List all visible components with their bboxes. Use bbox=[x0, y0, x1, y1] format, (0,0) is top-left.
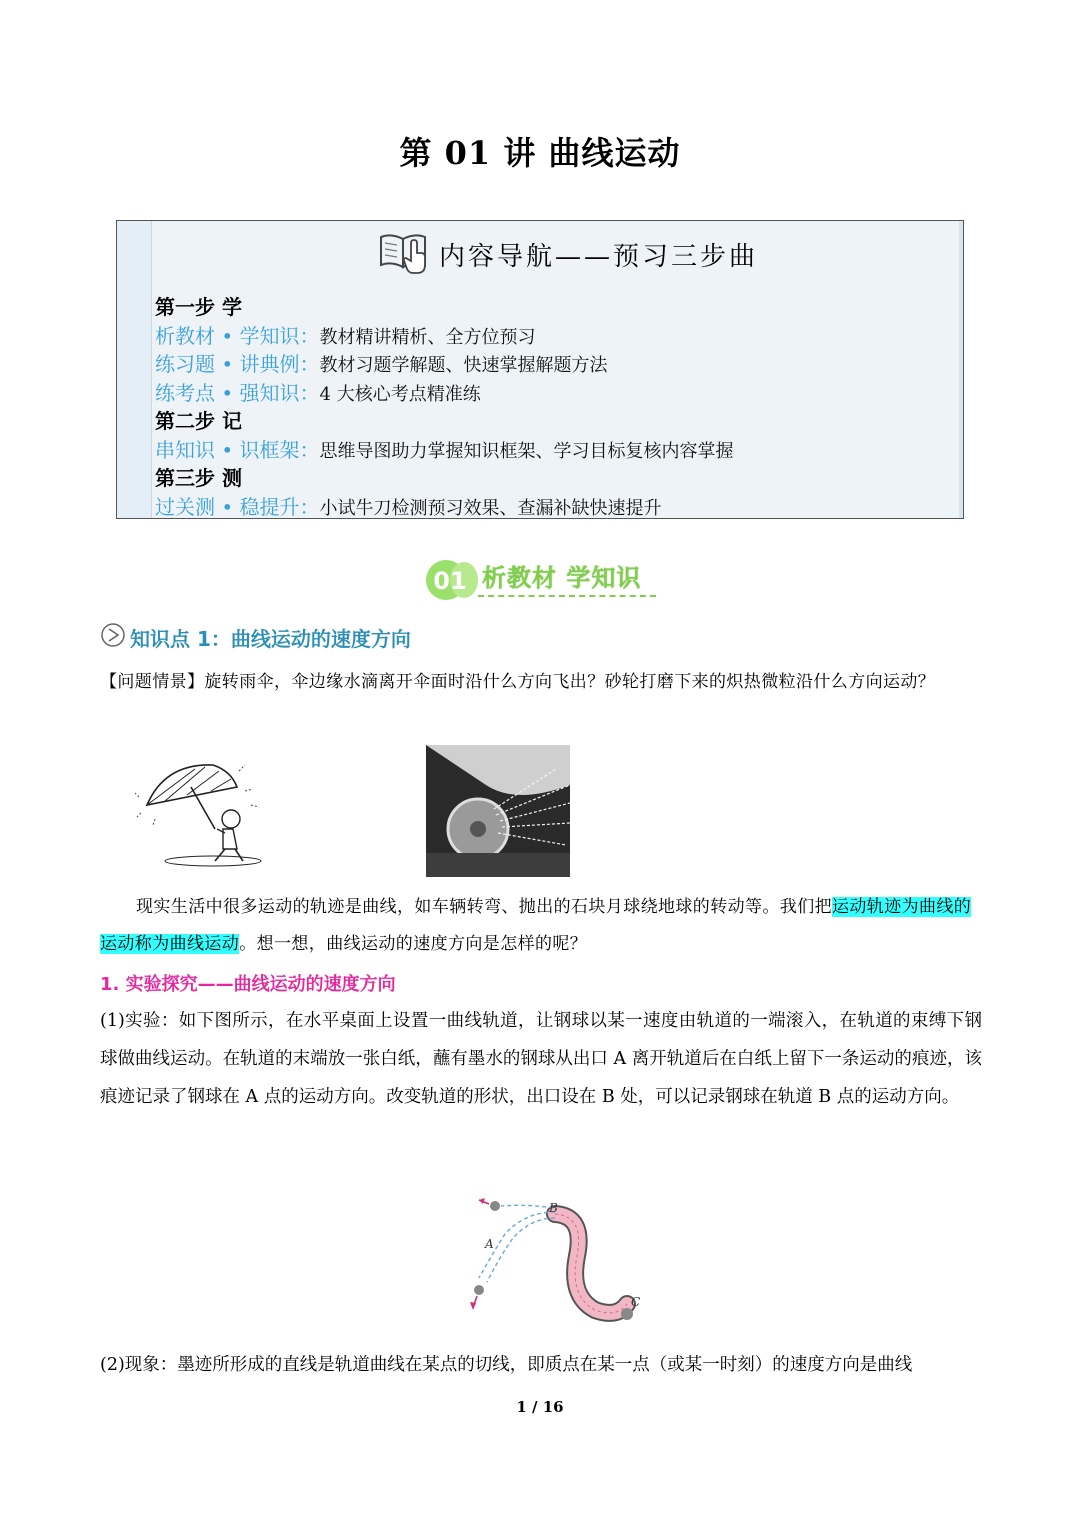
intro-paragraph bbox=[100, 889, 980, 963]
nav-item-3-desc: 4 大核心考点精准练 bbox=[319, 383, 481, 405]
nav-left-strip bbox=[117, 221, 152, 518]
book-pointer-icon bbox=[377, 229, 433, 279]
section-number-badge-icon bbox=[424, 556, 484, 604]
nav-step-3 bbox=[155, 464, 734, 493]
subsection-title: 1. 实验探究——曲线运动的速度方向 bbox=[100, 974, 396, 995]
track-diagram bbox=[445, 1186, 645, 1340]
content-nav-box bbox=[116, 220, 964, 519]
page-number: 1 / 16 bbox=[516, 1398, 564, 1416]
nav-item-1 bbox=[155, 322, 734, 351]
nav-item-4-tag: 串知识 • 识框架： bbox=[155, 437, 320, 462]
label-a: A bbox=[485, 1237, 494, 1251]
label-c: C bbox=[631, 1295, 641, 1309]
intro-text: 现实生活中很多运动的轨迹是曲线，如车辆转弯、抛出的石块月球绕地球的转动等。我们把 bbox=[136, 897, 832, 917]
nav-item-1-desc: 教材精讲精析、全方位预习 bbox=[319, 326, 536, 348]
nav-step-1 bbox=[155, 293, 734, 322]
step-1-label: 第一步 学 bbox=[155, 295, 242, 319]
nav-heading-text: 内容导航——预习三步曲 bbox=[439, 241, 759, 272]
step-2-label: 第二步 记 bbox=[155, 409, 242, 433]
nav-item-2-desc: 教材习题学解题、快速掌握解题方法 bbox=[319, 355, 608, 376]
grinding-wheel-photo bbox=[426, 745, 570, 877]
nav-item-1-tag: 析教材 • 学知识： bbox=[155, 323, 320, 348]
knowledge-point-title: 知识点 1：曲线运动的速度方向 bbox=[130, 626, 411, 651]
nav-right-strip bbox=[959, 221, 963, 518]
nav-step-2 bbox=[155, 407, 734, 436]
intro-highlight: 运动轨迹为曲线的运动称为曲线运动 bbox=[100, 897, 972, 954]
nav-item-3 bbox=[155, 379, 734, 408]
arrow-circle-icon bbox=[100, 622, 126, 652]
nav-item-2 bbox=[155, 350, 734, 379]
nav-item-5-desc: 小试牛刀检测预习效果、查漏补缺快速提升 bbox=[319, 497, 662, 519]
phenomenon-text: (2)现象：墨迹所形成的直线是轨道曲线在某点的切线，即质点在某一点（或某一时刻）的速度方向是曲线 bbox=[100, 1355, 913, 1375]
nav-item-4 bbox=[155, 436, 734, 465]
knowledge-point-heading bbox=[100, 622, 411, 652]
nav-lines bbox=[155, 293, 734, 521]
nav-item-5 bbox=[155, 493, 734, 522]
page-title: 第 01 讲 曲线运动 bbox=[399, 134, 681, 172]
nav-item-3-tag: 练考点 • 强知识： bbox=[155, 380, 320, 405]
intro-tail: 。想一想，曲线运动的速度方向是怎样的呢？ bbox=[239, 934, 588, 954]
question-scenario: 【问题情景】旋转雨伞，伞边缘水滴离开伞面时沿什么方向飞出？砂轮打磨下来的炽热微粒沿什么方向运动？ bbox=[100, 672, 936, 692]
step-3-label: 第三步 测 bbox=[155, 466, 242, 490]
umbrella-illustration bbox=[135, 757, 265, 869]
section-label: 析教材 学知识 bbox=[482, 564, 642, 592]
section-underline bbox=[478, 595, 656, 597]
nav-heading bbox=[377, 229, 758, 279]
nav-item-5-tag: 过关测 • 稳提升： bbox=[155, 494, 320, 519]
label-b: B bbox=[549, 1201, 558, 1215]
nav-item-4-desc: 思维导图助力掌握知识框架、学习目标复核内容掌握 bbox=[319, 440, 734, 462]
section-number: 01 bbox=[433, 567, 467, 595]
nav-item-2-tag: 练习题 • 讲典例： bbox=[155, 352, 320, 376]
experiment-text: (1)实验：如下图所示，在水平桌面上设置一曲线轨道，让钢球以某一速度由轨道的一端滚入，在轨道的束缚下钢球做曲线运动。在轨道的末端放一张白纸，蘸有墨水的钢球从出口 A 离开轨道后在白纸上留下一条运动的痕迹，该痕迹记录了钢球在 A 点的运动方向。改变轨道的形状，出口设在 B 处，可以记录钢球在轨道 B 点的运动方向。 bbox=[100, 1011, 982, 1107]
